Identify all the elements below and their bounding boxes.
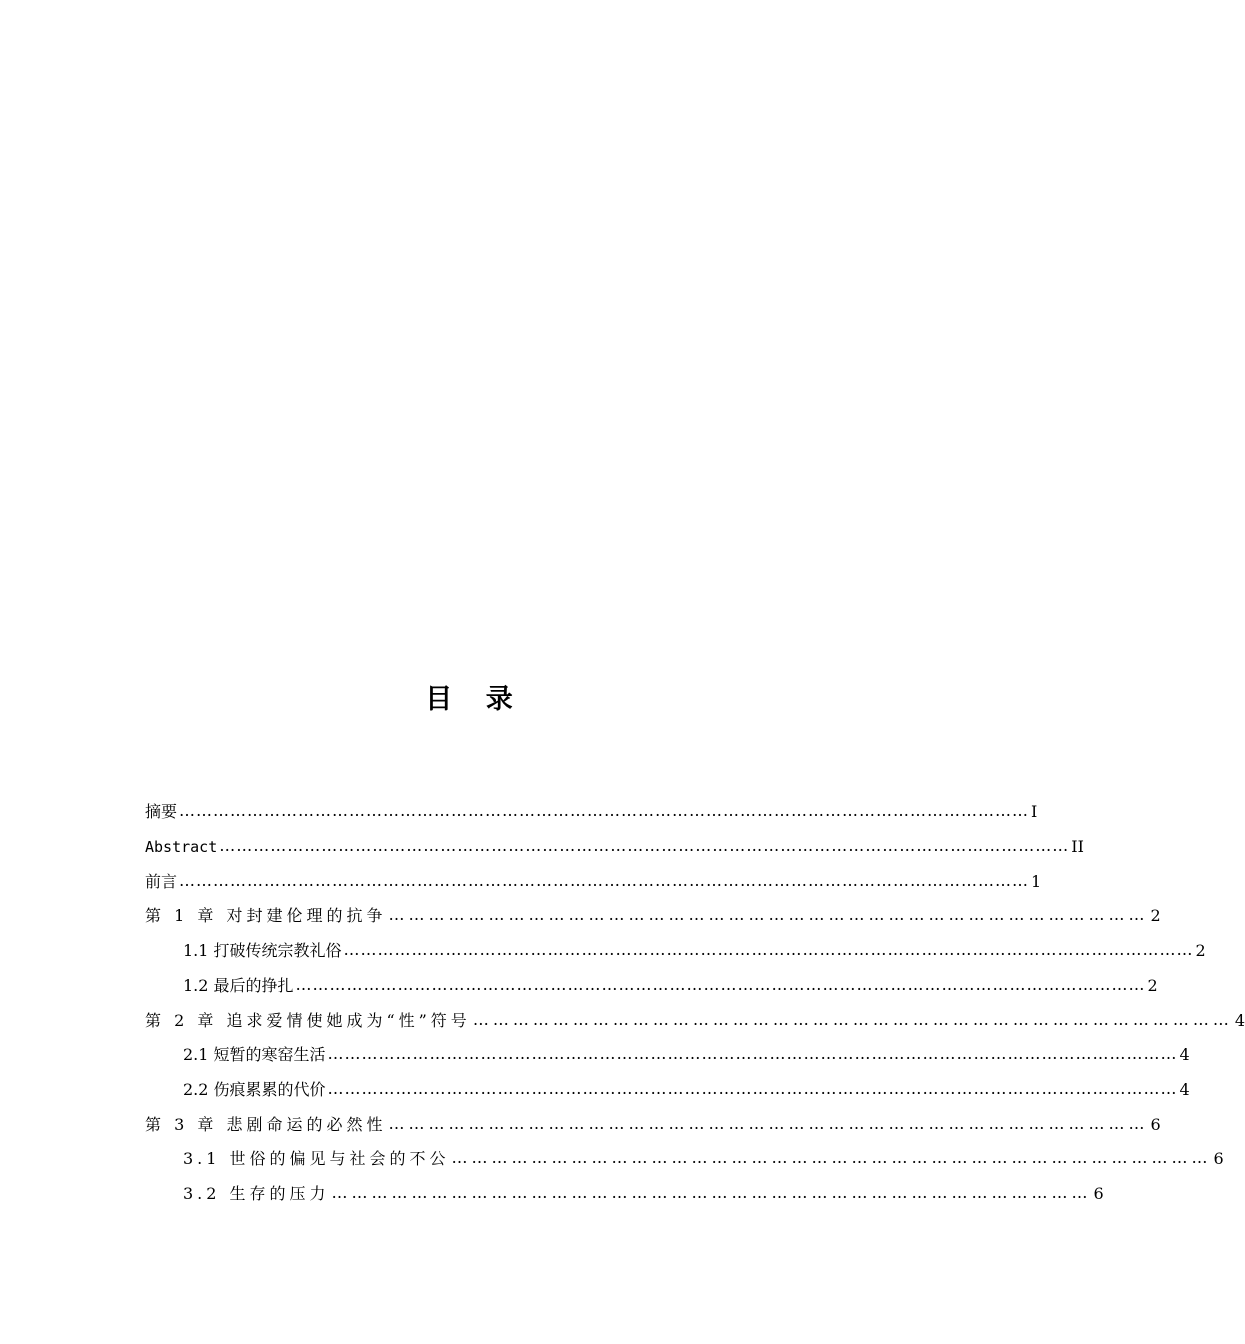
toc-entry-preface[interactable] bbox=[145, 868, 1042, 892]
toc-entry-chapter-2[interactable] bbox=[145, 1007, 1245, 1031]
dot-leader: …………………………………………………………………………………………………………………………………… bbox=[343, 940, 1194, 959]
dot-leader: …………………………………………………………………………………………………………………………………… bbox=[179, 801, 1030, 820]
toc-entry-label: 第 1 章 对封建伦理的抗争 bbox=[145, 906, 387, 925]
toc-page-number: 2 bbox=[1150, 906, 1161, 925]
toc-entry-label: 前言 bbox=[145, 872, 178, 891]
toc-entry-abstract-cn[interactable] bbox=[145, 798, 1038, 822]
toc-entry-label: 第 2 章 追求爱情使她成为“性”符号 bbox=[145, 1011, 471, 1030]
toc-entry-1-2[interactable] bbox=[183, 972, 1158, 996]
toc-page-number: 6 bbox=[1150, 1115, 1161, 1134]
dot-leader: …………………………………………………………………………………………………………………………………… bbox=[179, 871, 1030, 890]
toc-entry-label: 第 3 章 悲剧命运的必然性 bbox=[145, 1115, 387, 1134]
toc-page-number: 4 bbox=[1234, 1011, 1245, 1030]
toc-entry-1-1[interactable] bbox=[183, 937, 1206, 961]
toc-page-number: 4 bbox=[1179, 1045, 1190, 1064]
dot-leader: …………………………………………………………………………………………………… bbox=[472, 1010, 1233, 1029]
dot-leader: …………………………………………………………………………………………………… bbox=[451, 1148, 1212, 1167]
dot-leader: …………………………………………………………………………………………………… bbox=[331, 1183, 1092, 1202]
toc-entry-chapter-3[interactable] bbox=[145, 1111, 1161, 1135]
toc-entry-chapter-1[interactable] bbox=[145, 902, 1161, 926]
toc-page-number: I bbox=[1031, 802, 1038, 821]
toc-entry-2-2[interactable] bbox=[183, 1076, 1190, 1100]
toc-entry-label: 摘要 bbox=[145, 802, 178, 821]
toc-entry-3-1[interactable] bbox=[183, 1145, 1224, 1169]
dot-leader: …………………………………………………………………………………………………… bbox=[388, 1114, 1149, 1133]
dot-leader: …………………………………………………………………………………………………… bbox=[388, 905, 1149, 924]
dot-leader: …………………………………………………………………………………………………………………………………… bbox=[327, 1044, 1178, 1063]
toc-entry-label: 2.1 短暂的寒窑生活 bbox=[183, 1045, 326, 1064]
toc-page-number: 1 bbox=[1031, 872, 1042, 891]
toc-entry-label: 3.1 世俗的偏见与社会的不公 bbox=[183, 1149, 450, 1168]
toc-page-number: 2 bbox=[1147, 976, 1158, 995]
toc-title: 目 录 bbox=[425, 684, 525, 715]
toc-entry-label: 1.2 最后的挣扎 bbox=[183, 976, 294, 995]
toc-page-number: 6 bbox=[1213, 1149, 1224, 1168]
dot-leader: …………………………………………………………………………………………………………………………………… bbox=[295, 975, 1146, 994]
toc-page-number: 6 bbox=[1093, 1184, 1104, 1203]
toc-page-number: 4 bbox=[1179, 1080, 1190, 1099]
dot-leader: …………………………………………………………………………………………………………………………………… bbox=[219, 836, 1070, 855]
toc-page-number: II bbox=[1071, 837, 1084, 856]
toc-entry-label: 3.2 生存的压力 bbox=[183, 1184, 330, 1203]
toc-entry-abstract-en[interactable] bbox=[145, 833, 1084, 857]
toc-entry-label: Abstract bbox=[145, 838, 218, 856]
dot-leader: …………………………………………………………………………………………………………………………………… bbox=[327, 1079, 1178, 1098]
toc-entry-2-1[interactable] bbox=[183, 1041, 1190, 1065]
toc-entry-label: 1.1 打破传统宗教礼俗 bbox=[183, 941, 342, 960]
toc-page-number: 2 bbox=[1195, 941, 1206, 960]
toc-entry-3-2[interactable] bbox=[183, 1180, 1104, 1204]
toc-entry-label: 2.2 伤痕累累的代价 bbox=[183, 1080, 326, 1099]
